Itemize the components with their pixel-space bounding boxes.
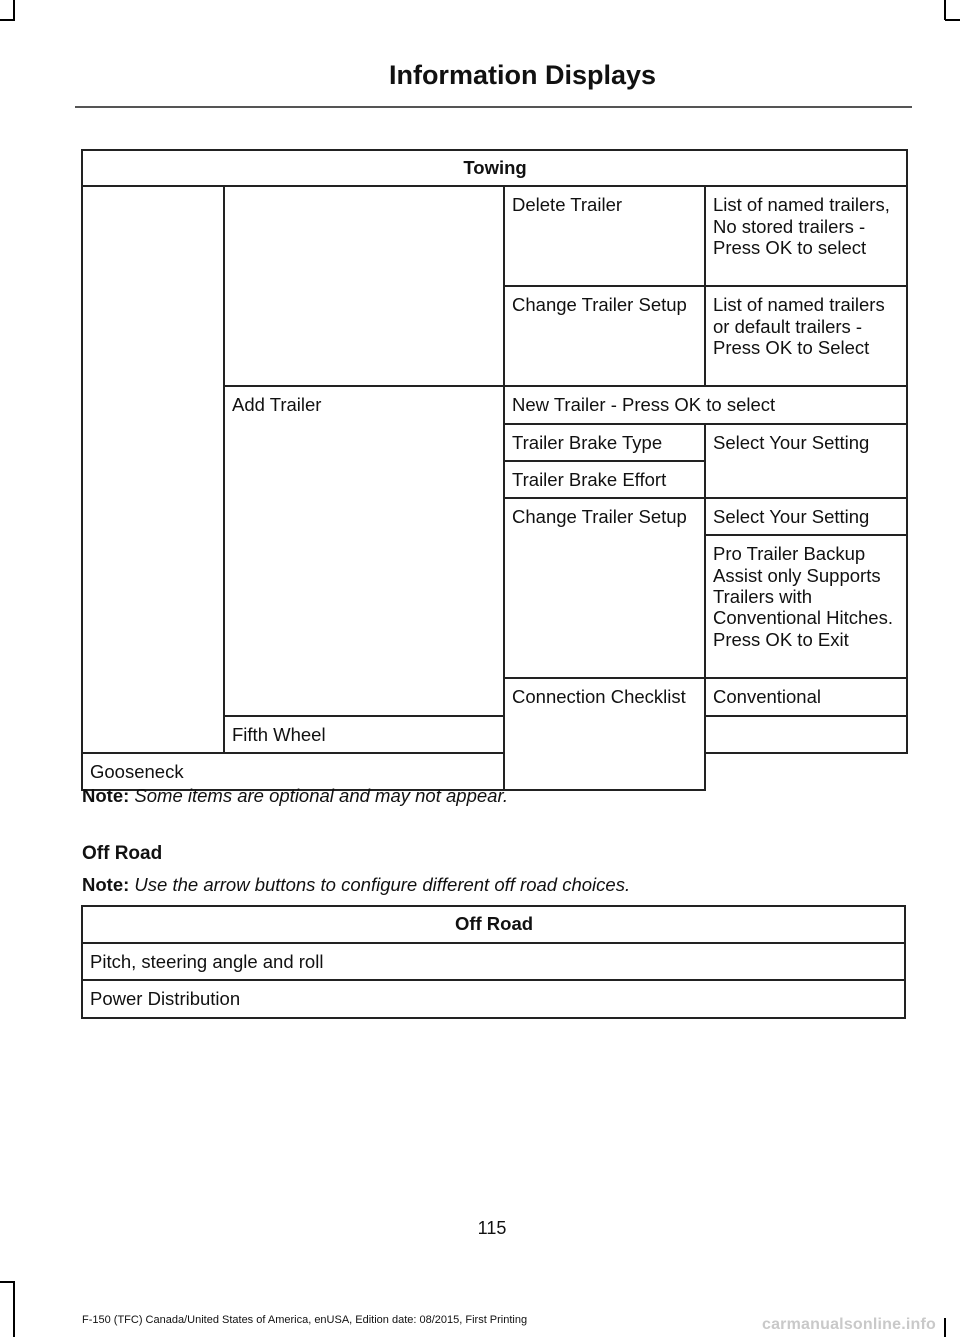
table-row bbox=[82, 980, 905, 1017]
change-trailer-setup-value: List of named trailers or default trailers - Press OK to Select bbox=[705, 286, 907, 386]
crop-mark bbox=[0, 19, 15, 21]
page-number: 115 bbox=[477, 1218, 507, 1238]
footer-edition-info: F-150 (TFC) Canada/United States of America, enUSA, Edition date: 08/2015, First Printing bbox=[82, 1314, 528, 1326]
note-text: Some items are optional and may not appear. bbox=[129, 785, 509, 806]
change-trailer-setup-value-2: Select Your Setting bbox=[705, 498, 907, 535]
connection-option: Conventional bbox=[705, 678, 907, 715]
off-road-table bbox=[81, 905, 906, 1019]
off-road-table-title: Off Road bbox=[82, 906, 905, 943]
note-optional-items bbox=[82, 785, 508, 807]
header-divider bbox=[75, 106, 912, 108]
crop-mark bbox=[944, 0, 946, 20]
table-row bbox=[82, 943, 905, 980]
trailer-brake-setting-value: Select Your Setting bbox=[705, 424, 907, 499]
empty-cell bbox=[224, 186, 504, 386]
table-header-row bbox=[82, 150, 907, 186]
table-header-row bbox=[82, 906, 905, 943]
crop-mark bbox=[13, 1281, 15, 1337]
change-trailer-setup-label-2: Change Trailer Setup bbox=[504, 498, 705, 678]
delete-trailer-value: List of named trailers, No stored trailers - Press OK to select bbox=[705, 186, 907, 286]
note-off-road bbox=[82, 874, 630, 896]
pro-trailer-backup-value: Pro Trailer Backup Assist only Supports Trailers with Conventional Hitches. Press OK to Exit bbox=[705, 535, 907, 678]
crop-mark bbox=[13, 0, 15, 20]
note-label: Note: bbox=[82, 785, 130, 806]
trailer-brake-type-label: Trailer Brake Type bbox=[504, 424, 705, 461]
delete-trailer-label: Delete Trailer bbox=[504, 186, 705, 286]
off-road-row: Power Distribution bbox=[82, 980, 905, 1017]
connection-checklist-label: Connection Checklist bbox=[504, 678, 705, 790]
page-header-title: Information Displays bbox=[388, 60, 656, 90]
change-trailer-setup-label: Change Trailer Setup bbox=[504, 286, 705, 386]
towing-table bbox=[81, 149, 908, 791]
connection-option: Gooseneck bbox=[82, 753, 705, 790]
add-trailer-label: Add Trailer bbox=[224, 386, 504, 715]
crop-mark bbox=[0, 1281, 15, 1283]
note-label: Note: bbox=[82, 874, 130, 895]
crop-mark bbox=[945, 19, 960, 21]
empty-cell bbox=[82, 186, 224, 753]
crop-mark bbox=[944, 1318, 946, 1337]
connection-option: Fifth Wheel bbox=[224, 716, 907, 753]
table-row bbox=[82, 186, 907, 286]
towing-table-title: Towing bbox=[82, 150, 907, 186]
note-text: Use the arrow buttons to configure different off road choices. bbox=[129, 874, 631, 895]
trailer-brake-effort-label: Trailer Brake Effort bbox=[504, 461, 705, 498]
off-road-row: Pitch, steering angle and roll bbox=[82, 943, 905, 980]
new-trailer-value: New Trailer - Press OK to select bbox=[504, 386, 907, 423]
section-heading-off-road: Off Road bbox=[82, 843, 163, 864]
watermark: carmanualsonline.info bbox=[761, 1316, 936, 1333]
